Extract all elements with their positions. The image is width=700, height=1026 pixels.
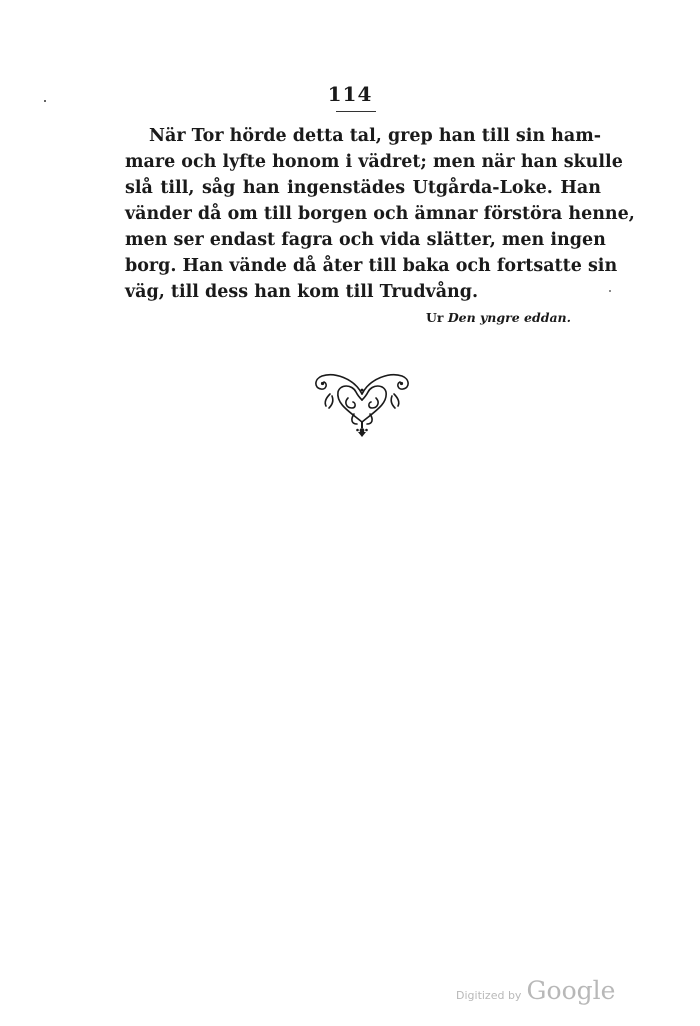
google-logo: Google (526, 976, 616, 1005)
text-line: slå till, såg han ingenstädes Utgårda-Loke. Han (125, 178, 601, 198)
page-speck (609, 290, 611, 292)
text-line: mare och lyfte honom i vädret; men när han skulle (125, 152, 623, 172)
page-number: 114 (327, 82, 373, 106)
attribution-prefix: Ur (425, 310, 444, 325)
attribution-source: Den yngre eddan. (447, 310, 571, 325)
text-line: men ser endast fagra och vida slätter, men ingen (125, 230, 606, 250)
floral-vignette-icon (310, 364, 414, 438)
text-line: väg, till dess han kom till Trudvång. (125, 282, 479, 302)
attribution (350, 310, 571, 325)
page-speck (44, 100, 46, 102)
digitized-by-label: Digitized by (456, 989, 522, 1002)
text-line: När Tor hörde detta tal, grep han till sin ham- (149, 126, 602, 146)
text-line: borg. Han vände då åter till baka och fortsatte sin (125, 256, 618, 276)
body-paragraph (125, 123, 635, 305)
page-number-rule (336, 111, 376, 112)
text-line: vänder då om till borgen och ämnar förstöra henne, (125, 204, 635, 224)
digitized-by-watermark (456, 976, 616, 1006)
